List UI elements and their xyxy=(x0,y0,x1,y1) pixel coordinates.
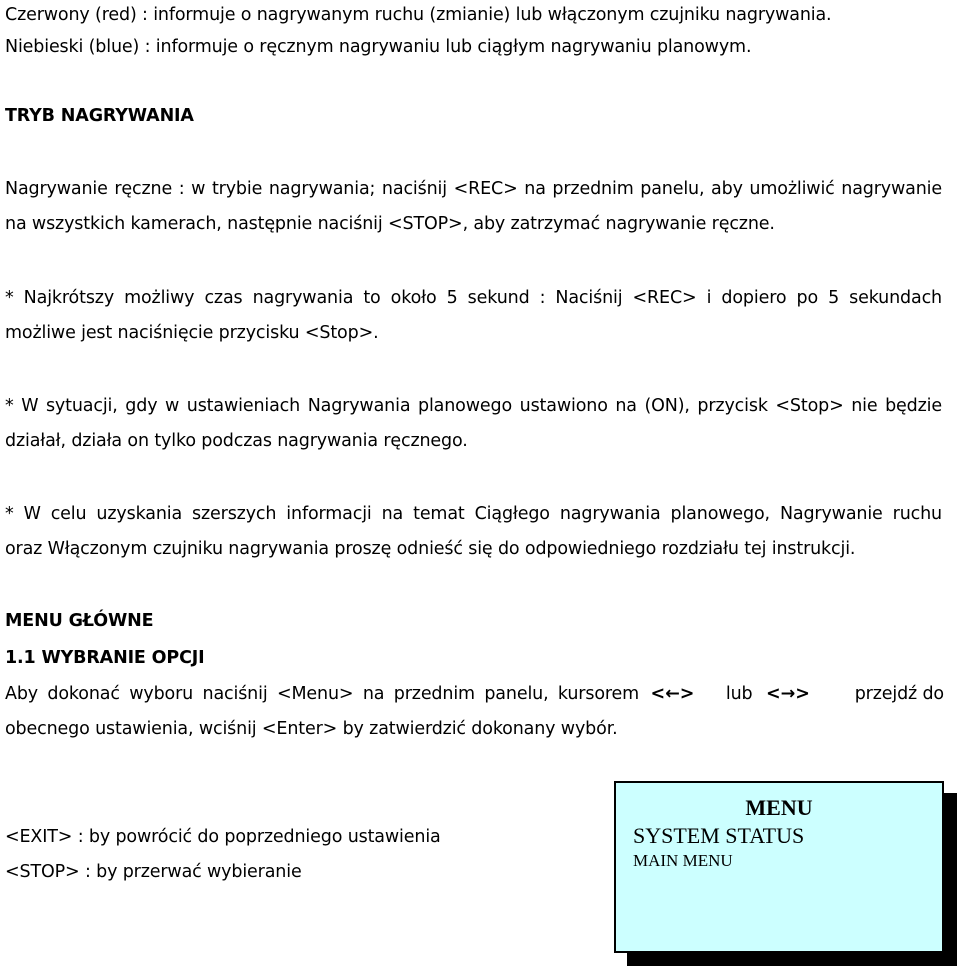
selection-line-1-text: Aby dokonać wyboru naciśnij <Menu> na przednim panelu, kursorem xyxy=(5,684,640,704)
note-min-time-line-2: możliwe jest naciśnięcie przycisku <Stop>. xyxy=(5,323,379,343)
selection-line-2: obecnego ustawienia, wciśnij <Enter> by zatwierdzić dokonany wybór. xyxy=(5,719,618,739)
selection-line-1 xyxy=(5,682,944,706)
note-more-info-line-2: oraz Włączonym czujniku nagrywania proszę odnieść się do odpowiedniego rozdziału tej instrukcji. xyxy=(5,539,856,559)
manual-recording-line-1: Nagrywanie ręczne : w trybie nagrywania; naciśnij <REC> na przednim panelu, aby umożliwić nagrywanie xyxy=(5,179,942,199)
legend-blue-line: Niebieski (blue) : informuje o ręcznym nagrywaniu lub ciągłym nagrywaniu planowym. xyxy=(5,37,752,57)
option-selection-subheading: 1.1 WYBRANIE OPCJI xyxy=(5,648,205,668)
selection-line-1-end: przejdź do xyxy=(854,684,944,704)
menu-item-system-status: SYSTEM STATUS xyxy=(633,823,805,848)
recording-mode-heading: TRYB NAGRYWANIA xyxy=(5,106,194,126)
note-schedule-line-1: * W sytuacji, gdy w ustawieniach Nagrywania planowego ustawiono na (ON), przycisk <Stop> nie będzie xyxy=(5,396,942,416)
menu-box-title: MENU xyxy=(745,795,813,820)
legend-red-line: Czerwony (red) : informuje o nagrywanym ruchu (zmianie) lub włączonym czujniku nagrywania. xyxy=(5,5,832,25)
left-arrow-key: <←> xyxy=(650,684,695,704)
note-min-time-line-1: * Najkrótszy możliwy czas nagrywania to około 5 sekund : Naciśnij <REC> i dopiero po 5 sekundach xyxy=(5,288,942,308)
stop-key-description: <STOP> : by przerwać wybieranie xyxy=(5,862,302,882)
menu-item-main-menu: MAIN MENU xyxy=(633,851,733,870)
menu-box xyxy=(614,781,944,953)
right-arrow-key: <→> xyxy=(765,684,810,704)
note-more-info-line-1: * W celu uzyskania szerszych informacji na temat Ciągłego nagrywania planowego, Nagrywanie ruchu xyxy=(5,504,942,524)
manual-recording-line-2: na wszystkich kamerach, następnie naciśnij <STOP>, aby zatrzymać nagrywanie ręczne. xyxy=(5,214,775,234)
exit-key-description: <EXIT> : by powrócić do poprzedniego ustawienia xyxy=(5,827,441,847)
selection-or-word: lub xyxy=(725,684,753,704)
main-menu-heading: MENU GŁÓWNE xyxy=(5,611,154,631)
note-schedule-line-2: działał, działa on tylko podczas nagrywania ręcznego. xyxy=(5,431,468,451)
